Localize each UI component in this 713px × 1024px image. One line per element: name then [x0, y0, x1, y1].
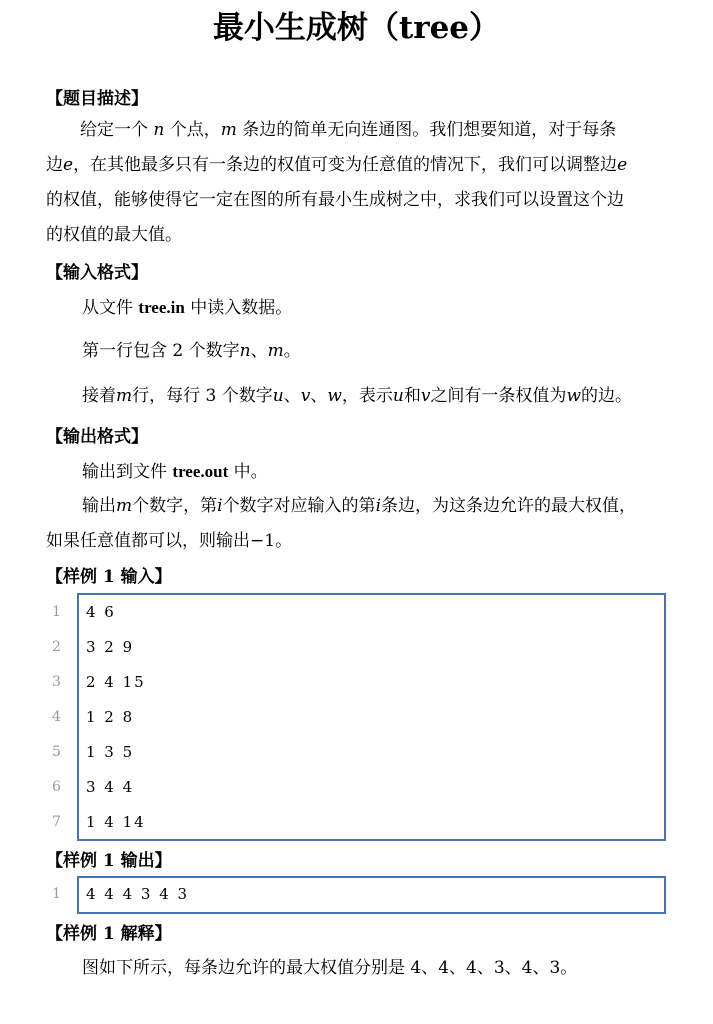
- description-line-1: 给定一个 n 个点，m 条边的简单无向连通图。我们想要知道，对于每条: [80, 120, 617, 140]
- output-line-2: 输出m个数字，第i个数字对应输入的第i条边，为这条边允许的最大权值，: [82, 496, 636, 516]
- sample-input-line: 1 3 5: [86, 743, 135, 761]
- line-number: 2: [52, 639, 61, 655]
- description-line-2: 边e，在其他最多只有一条边的权值可变为任意值的情况下，我们可以调整边e: [46, 155, 628, 175]
- page-title: 最小生成树（tree）: [212, 10, 501, 46]
- sample-output-line: 4 4 4 3 4 3: [86, 885, 190, 903]
- line-number: 7: [52, 814, 61, 830]
- description-line-4: 的权值的最大值。: [46, 225, 182, 245]
- section-heading-output: 【输出格式】: [46, 427, 148, 447]
- sample-input-line: 1 4 14: [86, 813, 146, 831]
- sample-input-line: 3 4 4: [86, 778, 135, 796]
- sample-input-line: 1 2 8: [86, 708, 135, 726]
- input-line-2: 第一行包含 2 个数字n、m。: [82, 341, 301, 361]
- line-number: 3: [52, 674, 61, 690]
- section-heading-sample-input: 【样例 1 输入】: [46, 567, 172, 587]
- line-number: 4: [52, 709, 61, 725]
- output-line-3: 如果任意值都可以，则输出−1。: [46, 531, 293, 551]
- input-line-3: 接着m行，每行 3 个数字u、v、w，表示u和v之间有一条权值为w的边。: [82, 386, 632, 406]
- sample-input-box: [77, 593, 666, 841]
- line-number: 1: [52, 604, 61, 620]
- description-line-3: 的权值，能够使得它一定在图的所有最小生成树之中，求我们可以设置这个边: [46, 190, 624, 210]
- section-heading-sample-output: 【样例 1 输出】: [46, 851, 172, 871]
- line-number: 5: [52, 744, 61, 760]
- sample-input-line: 2 4 15: [86, 673, 146, 691]
- output-line-1: 输出到文件 tree.out 中。: [82, 462, 268, 482]
- section-heading-explanation: 【样例 1 解释】: [46, 924, 172, 944]
- line-number: 1: [52, 886, 61, 902]
- description-paragraph: [46, 113, 664, 253]
- section-heading-input: 【输入格式】: [46, 263, 148, 283]
- line-number: 6: [52, 779, 61, 795]
- sample-input-line: 3 2 9: [86, 638, 135, 656]
- input-line-1: 从文件 tree.in 中读入数据。: [82, 298, 293, 318]
- section-heading-description: 【题目描述】: [46, 89, 148, 109]
- sample-input-line: 4 6: [86, 603, 116, 621]
- explanation-text: 图如下所示，每条边允许的最大权值分别是 4、4、4、3、4、3。: [82, 958, 578, 978]
